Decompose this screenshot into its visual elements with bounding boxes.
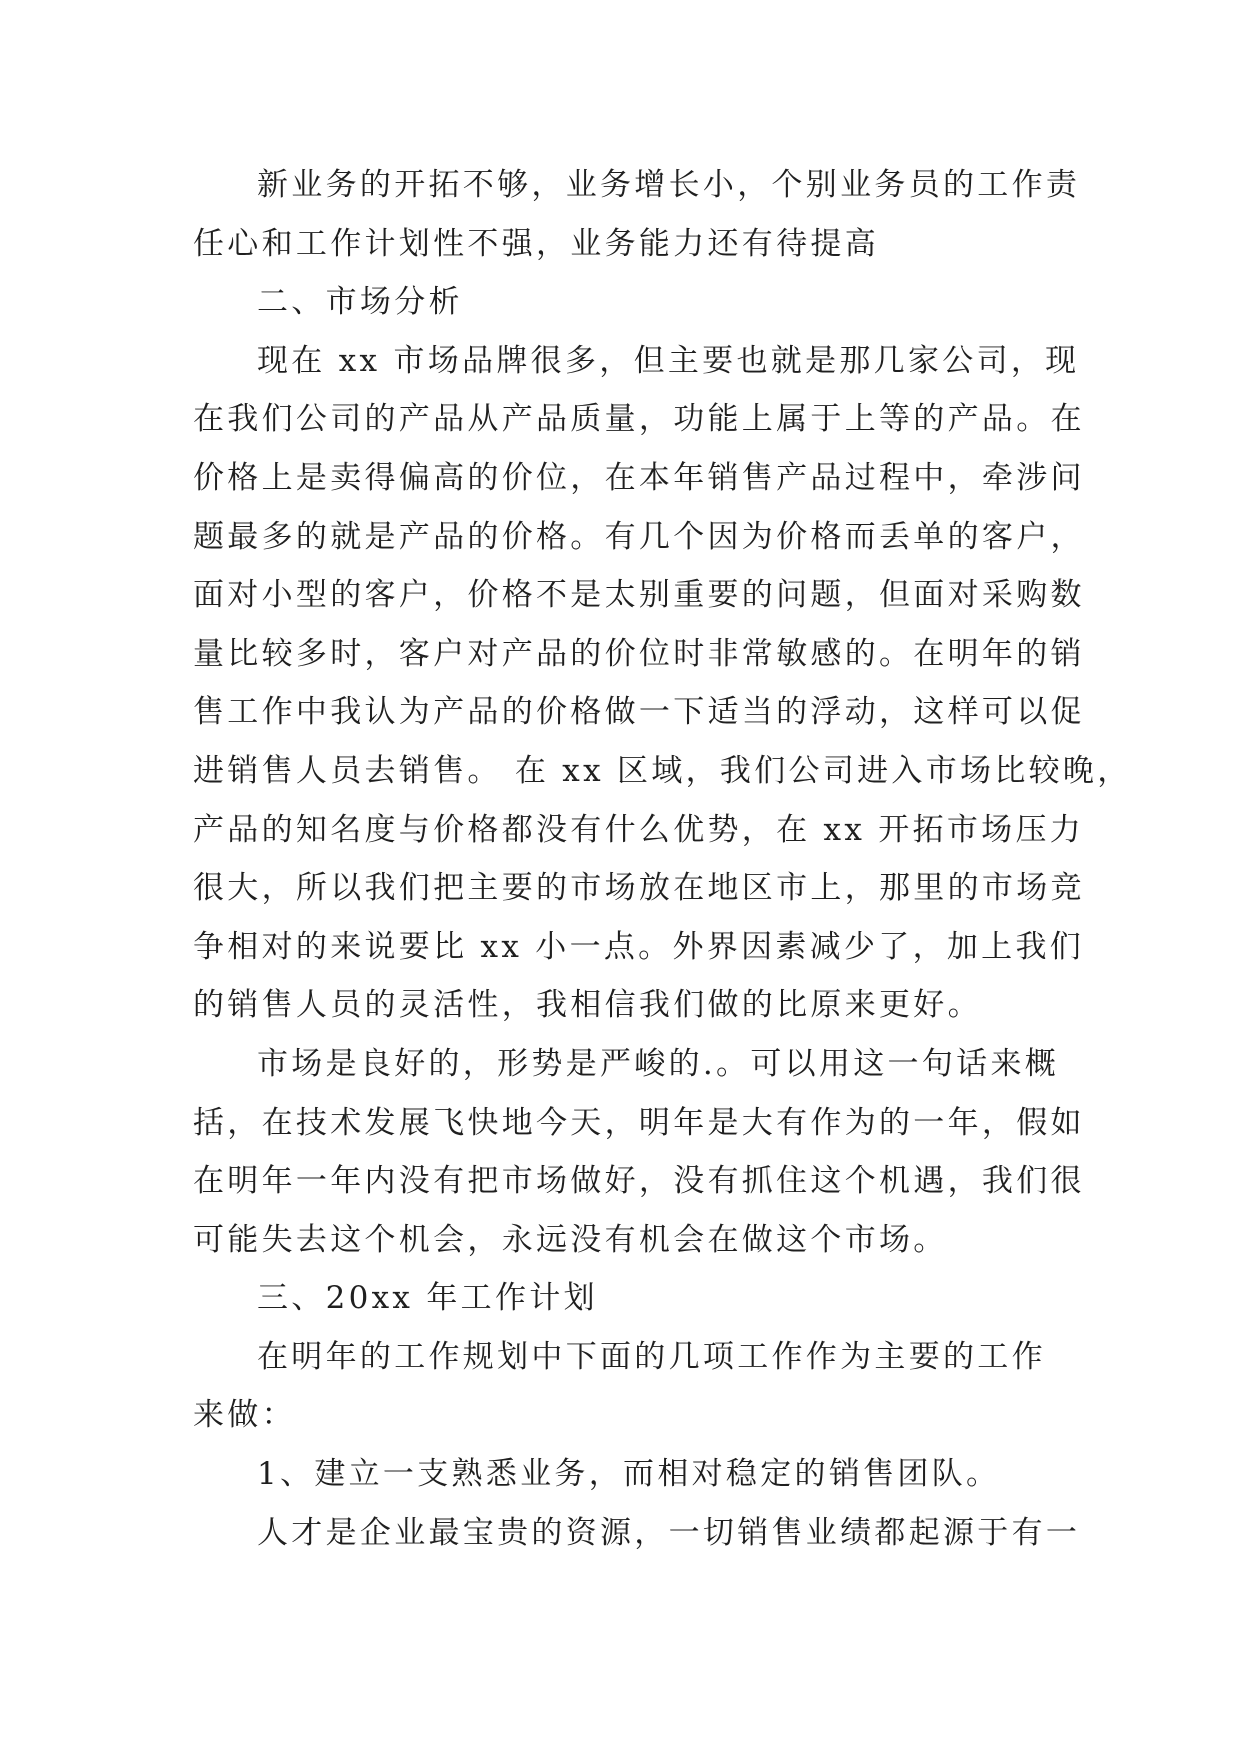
text-line: 进销售人员去销售。 在 xx 区域，我们公司进入市场比较晚， [193,752,1132,789]
text-line: 题最多的就是产品的价格。有几个因为价格而丢单的客户， [193,518,1085,555]
text-line: 括，在技术发展飞快地今天，明年是大有作为的一年，假如 [193,1104,1085,1141]
text-line: 可能失去这个机会，永远没有机会在做这个市场。 [193,1221,948,1258]
text-line: 产品的知名度与价格都没有什么优势，在 xx 开拓市场压力 [193,811,1085,848]
text-line: 在我们公司的产品从产品质量，功能上属于上等的产品。在 [193,401,1085,438]
text-line: 在明年一年内没有把市场做好，没有抓住这个机遇，我们很 [193,1163,1085,1200]
text-line: 二、市场分析 [257,284,463,321]
text-line: 在明年的工作规划中下面的几项工作作为主要的工作 [257,1338,1046,1375]
text-line: 很大，所以我们把主要的市场放在地区市上，那里的市场竞 [193,870,1085,907]
text-line: 面对小型的客户，价格不是太别重要的问题，但面对采购数 [193,577,1085,614]
text-line: 来做： [193,1397,296,1434]
text-line: 人才是企业最宝贵的资源，一切销售业绩都起源于有一 [257,1514,1081,1551]
text-line: 争相对的来说要比 xx 小一点。外界因素减少了，加上我们 [193,928,1085,965]
text-line: 任心和工作计划性不强，业务能力还有待提高 [193,225,879,262]
text-line: 量比较多时，客户对产品的价位时非常敏感的。在明年的销 [193,635,1085,672]
text-line: 市场是良好的，形势是严峻的.。可以用这一句话来概 [257,1045,1060,1082]
text-line: 现在 xx 市场品牌很多，但主要也就是那几家公司，现 [257,342,1080,379]
document-body [193,156,1132,1562]
text-line: 售工作中我认为产品的价格做一下适当的浮动，这样可以促 [193,694,1085,731]
text-line: 三、20xx 年工作计划 [257,1280,598,1317]
text-line: 1、建立一支熟悉业务，而相对稳定的销售团队。 [257,1456,1001,1493]
text-line: 新业务的开拓不够，业务增长小，个别业务员的工作责 [257,167,1081,203]
text-line: 价格上是卖得偏高的价位，在本年销售产品过程中，牵涉问 [193,459,1085,496]
text-line: 的销售人员的灵活性，我相信我们做的比原来更好。 [193,987,982,1024]
